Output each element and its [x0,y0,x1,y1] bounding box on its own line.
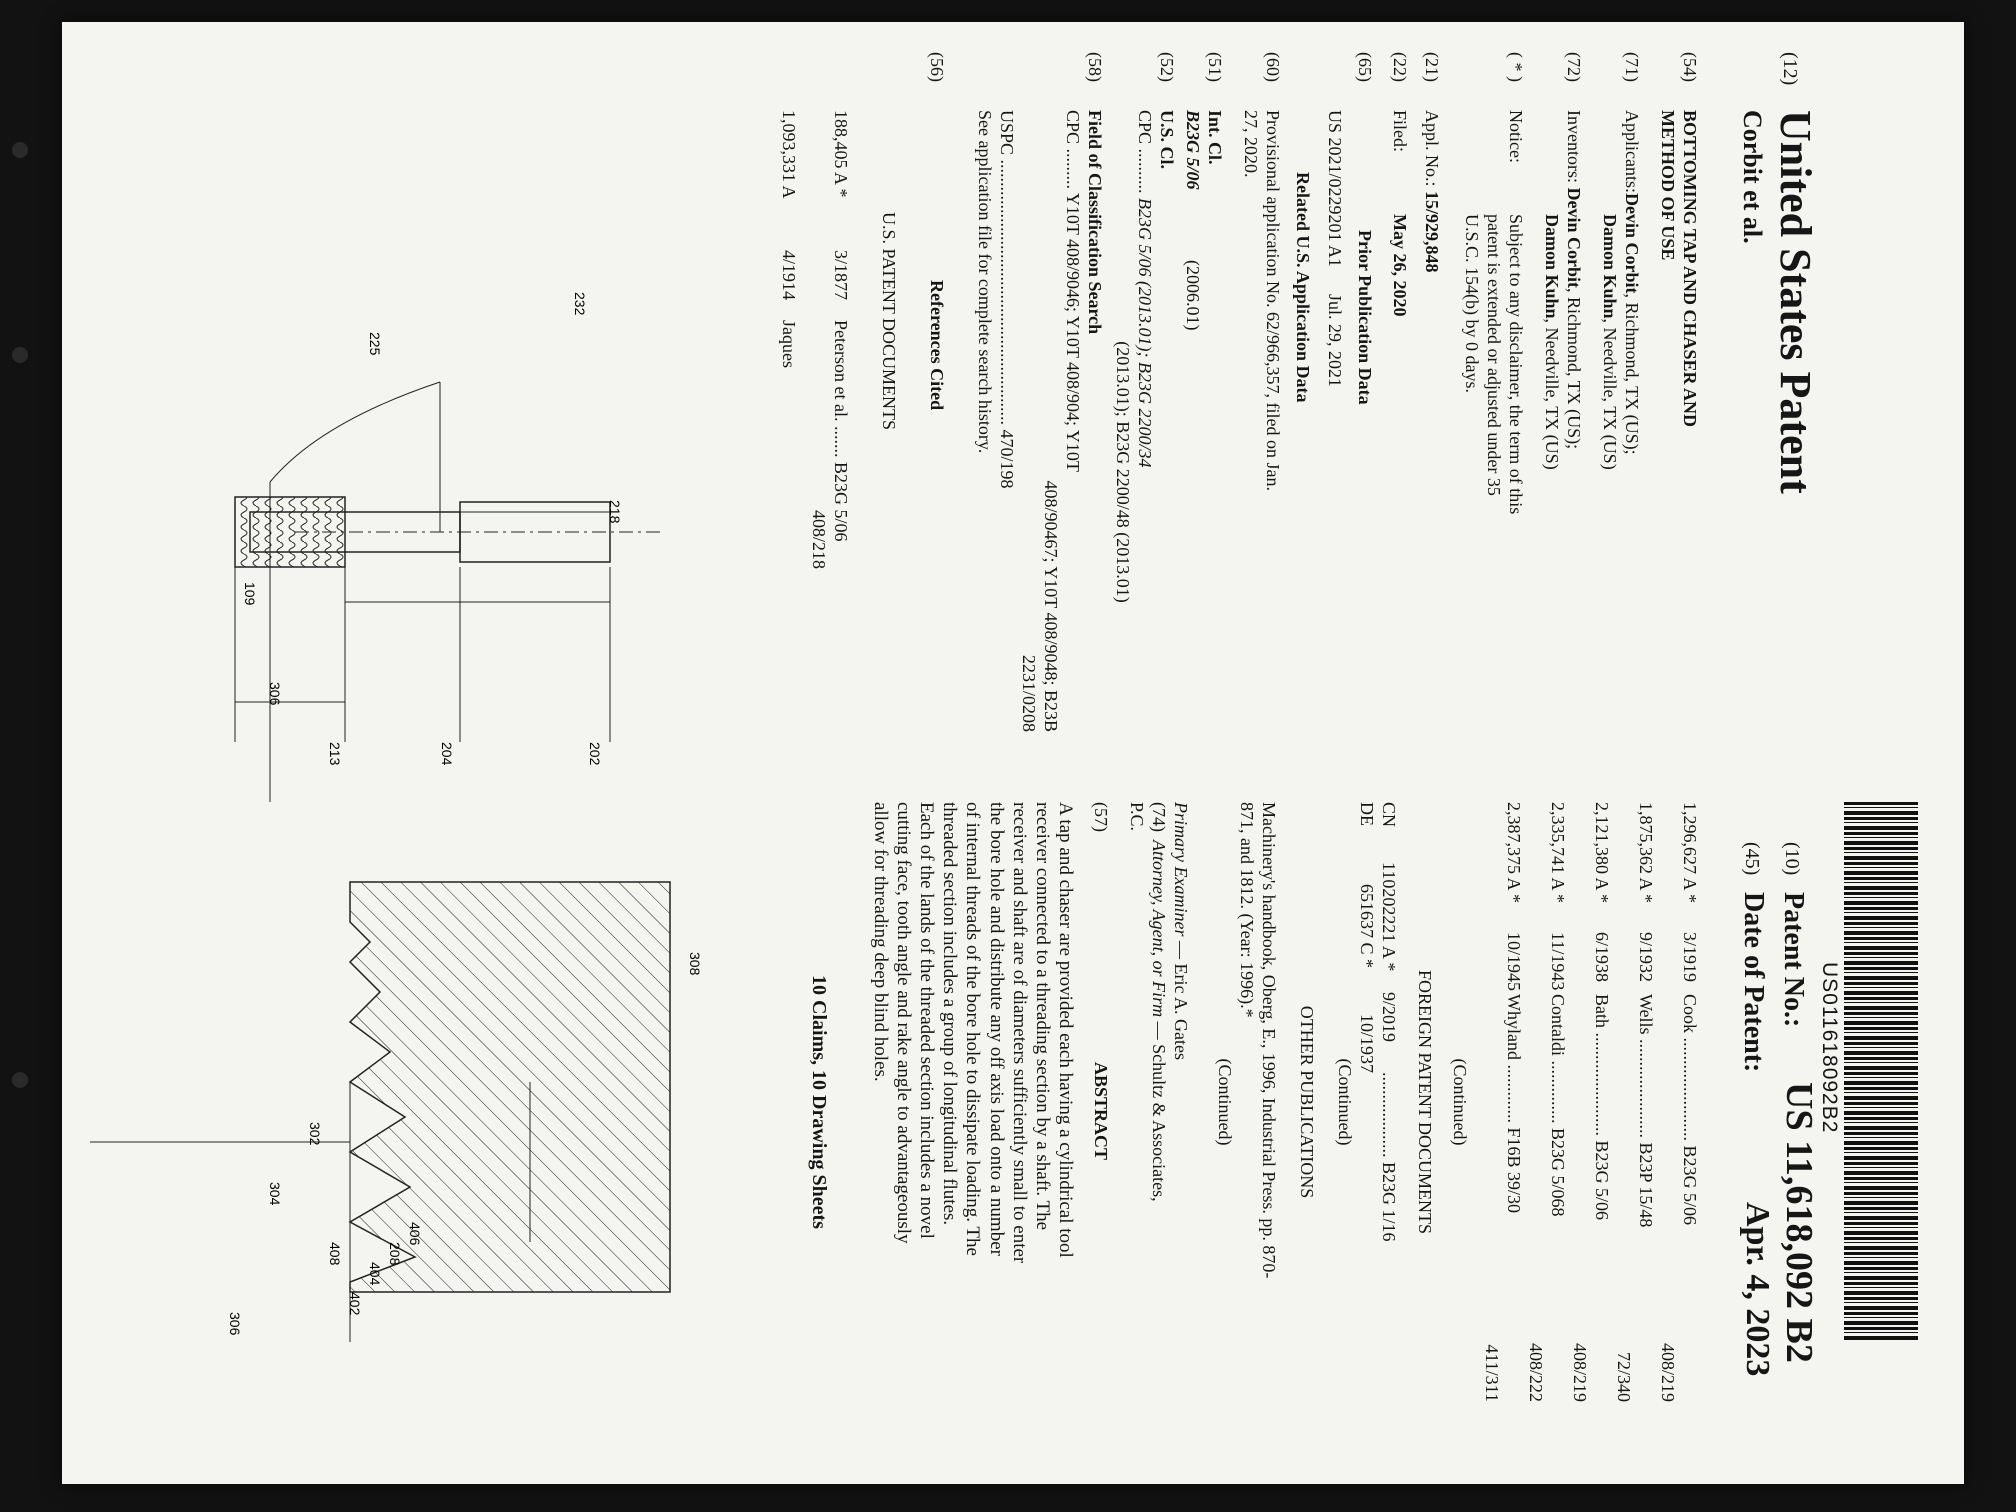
notice-line-2: patent is extended or adjusted under 35 [1484,214,1505,496]
ref-row: 1,093,331 A4/1914Jaques [779,110,800,368]
abstract-text: A tap and chaser are provided each having a cylindrical tool receiver connected to a threading section by a shaft. The receiver and shaft are of diameters sufficiently small to enter the bore hole and distribute any off axis load onto a number of internal threads of the bore hole to dissipate loading. The threaded section includes a group of longitudinal flutes. Each of the lands of the threaded section includes a novel cutting face, tooth angle and rake angle to advantageously allow for threading deep blind holes. [869,802,1077,1264]
ref-row: 2,387,375 A *10/1945Whyland ............. F16B 39/30 [1504,802,1525,1214]
barcode [1844,802,1918,1342]
field-57: (57)ABSTRACT [1091,802,1112,1161]
field-54: (54)BOTTOMING TAP AND CHASER AND [1680,52,1700,428]
field-search-line-3: 2231/0208 [1019,654,1040,732]
ref-row: 2,121,380 A *6/1938Bath ....................... B23G 5/06 [1592,802,1613,1221]
ref-class-2: 408/222 [1526,1342,1547,1402]
punch-hole [12,142,28,158]
label-109: 109 [242,582,258,606]
related-heading: Related U.S. Application Data [1292,172,1313,403]
ref-row: 2,335,741 A *11/1943Contaldi .............. B23G 5/068 [1548,802,1569,1217]
field-60: (60)Provisional application No. 62/966,357, filed on Jan. [1262,52,1283,491]
field-21: (21)Appl. No.: 15/929,848 [1422,52,1443,273]
notice-line-3: U.S.C. 154(b) by 0 days. [1462,214,1483,393]
prior-pub: US 2021/0229201 A1 Jul. 29, 2021 [1324,110,1345,388]
label-408: 408 [327,1242,343,1266]
label-218: 218 [607,500,623,524]
field-72: (72)Inventors: Devin Corbit, Richmond, TX (US); [1564,52,1585,450]
ref-class-2: 408/218 [809,510,830,570]
patent-country-title: United States Patent [1771,110,1820,494]
label-306: 306 [267,682,283,706]
inventor-2: Damon Kuhn, Needville, TX (US) [1542,214,1563,470]
ref-row: 1,875,362 A *9/1932Wells ...................... B23P 15/48 [1636,802,1657,1228]
continued-label: (Continued) [1450,1058,1471,1146]
label-208: 208 [387,1242,403,1266]
punch-hole [12,1072,28,1088]
field-search-line-2: 408/90467; Y10T 408/9048; B23B [1041,480,1062,732]
tool-receiver [460,502,610,562]
code-12: (12) [1779,52,1801,86]
foreign-row: DE651637 C *10/1937 [1356,802,1377,1074]
ref-row: 188,405 A *3/1877Peterson et al. ....... B23G 5/06 [831,110,852,542]
field-71: (71)Applicants:Devin Corbit, Richmond, TX (US); [1622,52,1643,455]
label-232: 232 [572,292,588,316]
field-58: (58)Field of Classification Search [1084,52,1105,335]
field-search-cpc: CPC ......... Y10T 408/9046; Y10T 408/904; Y10T [1063,110,1084,472]
field-74: (74)Attorney, Agent, or Firm — Schultz & Associates, [1148,802,1169,1202]
examiner: Primary Examiner — Eric A. Gates [1170,802,1191,1060]
other-pubs-heading: OTHER PUBLICATIONS [1296,1005,1317,1199]
continued-label: (Continued) [1334,1058,1355,1146]
title-line-2: METHOD OF USE [1658,110,1679,261]
ref-row: 1,296,627 A *3/1919Cook ....................... B23G 5/06 [1680,802,1700,1226]
code-45: (45) [1741,842,1763,876]
field-22: (22)Filed:May 26, 2020 [1390,52,1411,317]
other-pub-line-2: 871, and 1812. (Year: 1996).* [1236,802,1257,1018]
tap-drawing [70,182,790,1402]
patent-page [70,12,1950,1442]
label-225: 225 [367,332,383,356]
field-51: (51)Int. Cl. [1204,52,1225,165]
ref-class-2: 408/219 [1570,1342,1591,1402]
patent-number: US 11,618,092 B2 [1778,1082,1820,1363]
search-history-note: See application file for complete search history. [975,110,996,454]
threaded-section [235,497,345,567]
barcode-number: US011618092B2 [1818,962,1841,1134]
thread-profile [350,882,670,1292]
field-65: (65)Prior Publication Data [1354,52,1375,405]
punch-hole [12,347,28,363]
label-404: 404 [367,1262,383,1286]
right-refs [1480,802,1700,1402]
attorney-line-2: P.C. [1126,802,1147,832]
patent-date: Apr. 4, 2023 [1739,1202,1776,1377]
date-label: Date of Patent: [1738,892,1769,1073]
ref-class-2: 72/340 [1614,1351,1635,1402]
label-302: 302 [307,1122,323,1146]
field-search-uspc: USPC ........................................................... 470/198 [997,110,1018,489]
notice: ( * )Notice:Subject to any disclaimer, the term of this [1506,52,1527,515]
label-202: 202 [587,742,603,766]
other-pub-line-1: Machinery's handbook, Oberg, E., 1996, Industrial Press. pp. 870- [1258,802,1279,1279]
label-204: 204 [439,742,455,766]
inventors-short: Corbit et al. [1738,110,1767,244]
label-308: 308 [687,952,703,976]
int-class: B23G 5/06(2006.01) [1182,110,1203,331]
code-10: (10) [1781,842,1803,876]
field-56: (56)References Cited [927,52,948,411]
provisional-line-2: 27, 2020. [1240,110,1261,178]
patent-no-label: Patent No.: [1778,892,1809,1028]
ref-class-2: 411/311 [1482,1344,1503,1402]
field-52: (52)U.S. Cl. [1156,52,1177,170]
us-cl-cpc: CPC .......... B23G 5/06 (2013.01); B23G 2200/34 [1134,110,1155,468]
label-306b: 306 [227,1312,243,1336]
us-cl-line-2: (2013.01); B23G 2200/48 (2013.01) [1112,341,1133,603]
ref-class-2: 408/219 [1658,1342,1679,1402]
foreign-docs-heading: FOREIGN PATENT DOCUMENTS [1414,969,1435,1235]
claims-summary: 10 Claims, 10 Drawing Sheets [807,975,830,1229]
label-402: 402 [347,1292,363,1316]
foreign-row: CN110202221 A *9/2019................... B23G 1/16 [1378,802,1399,1242]
label-213: 213 [327,742,343,766]
continued-label: (Continued) [1214,1058,1235,1146]
label-406: 406 [407,1222,423,1246]
applicant-2: Damon Kuhn, Needville, TX (US) [1600,214,1621,470]
label-304: 304 [267,1182,283,1206]
us-patent-docs-heading: U.S. PATENT DOCUMENTS [879,212,900,431]
